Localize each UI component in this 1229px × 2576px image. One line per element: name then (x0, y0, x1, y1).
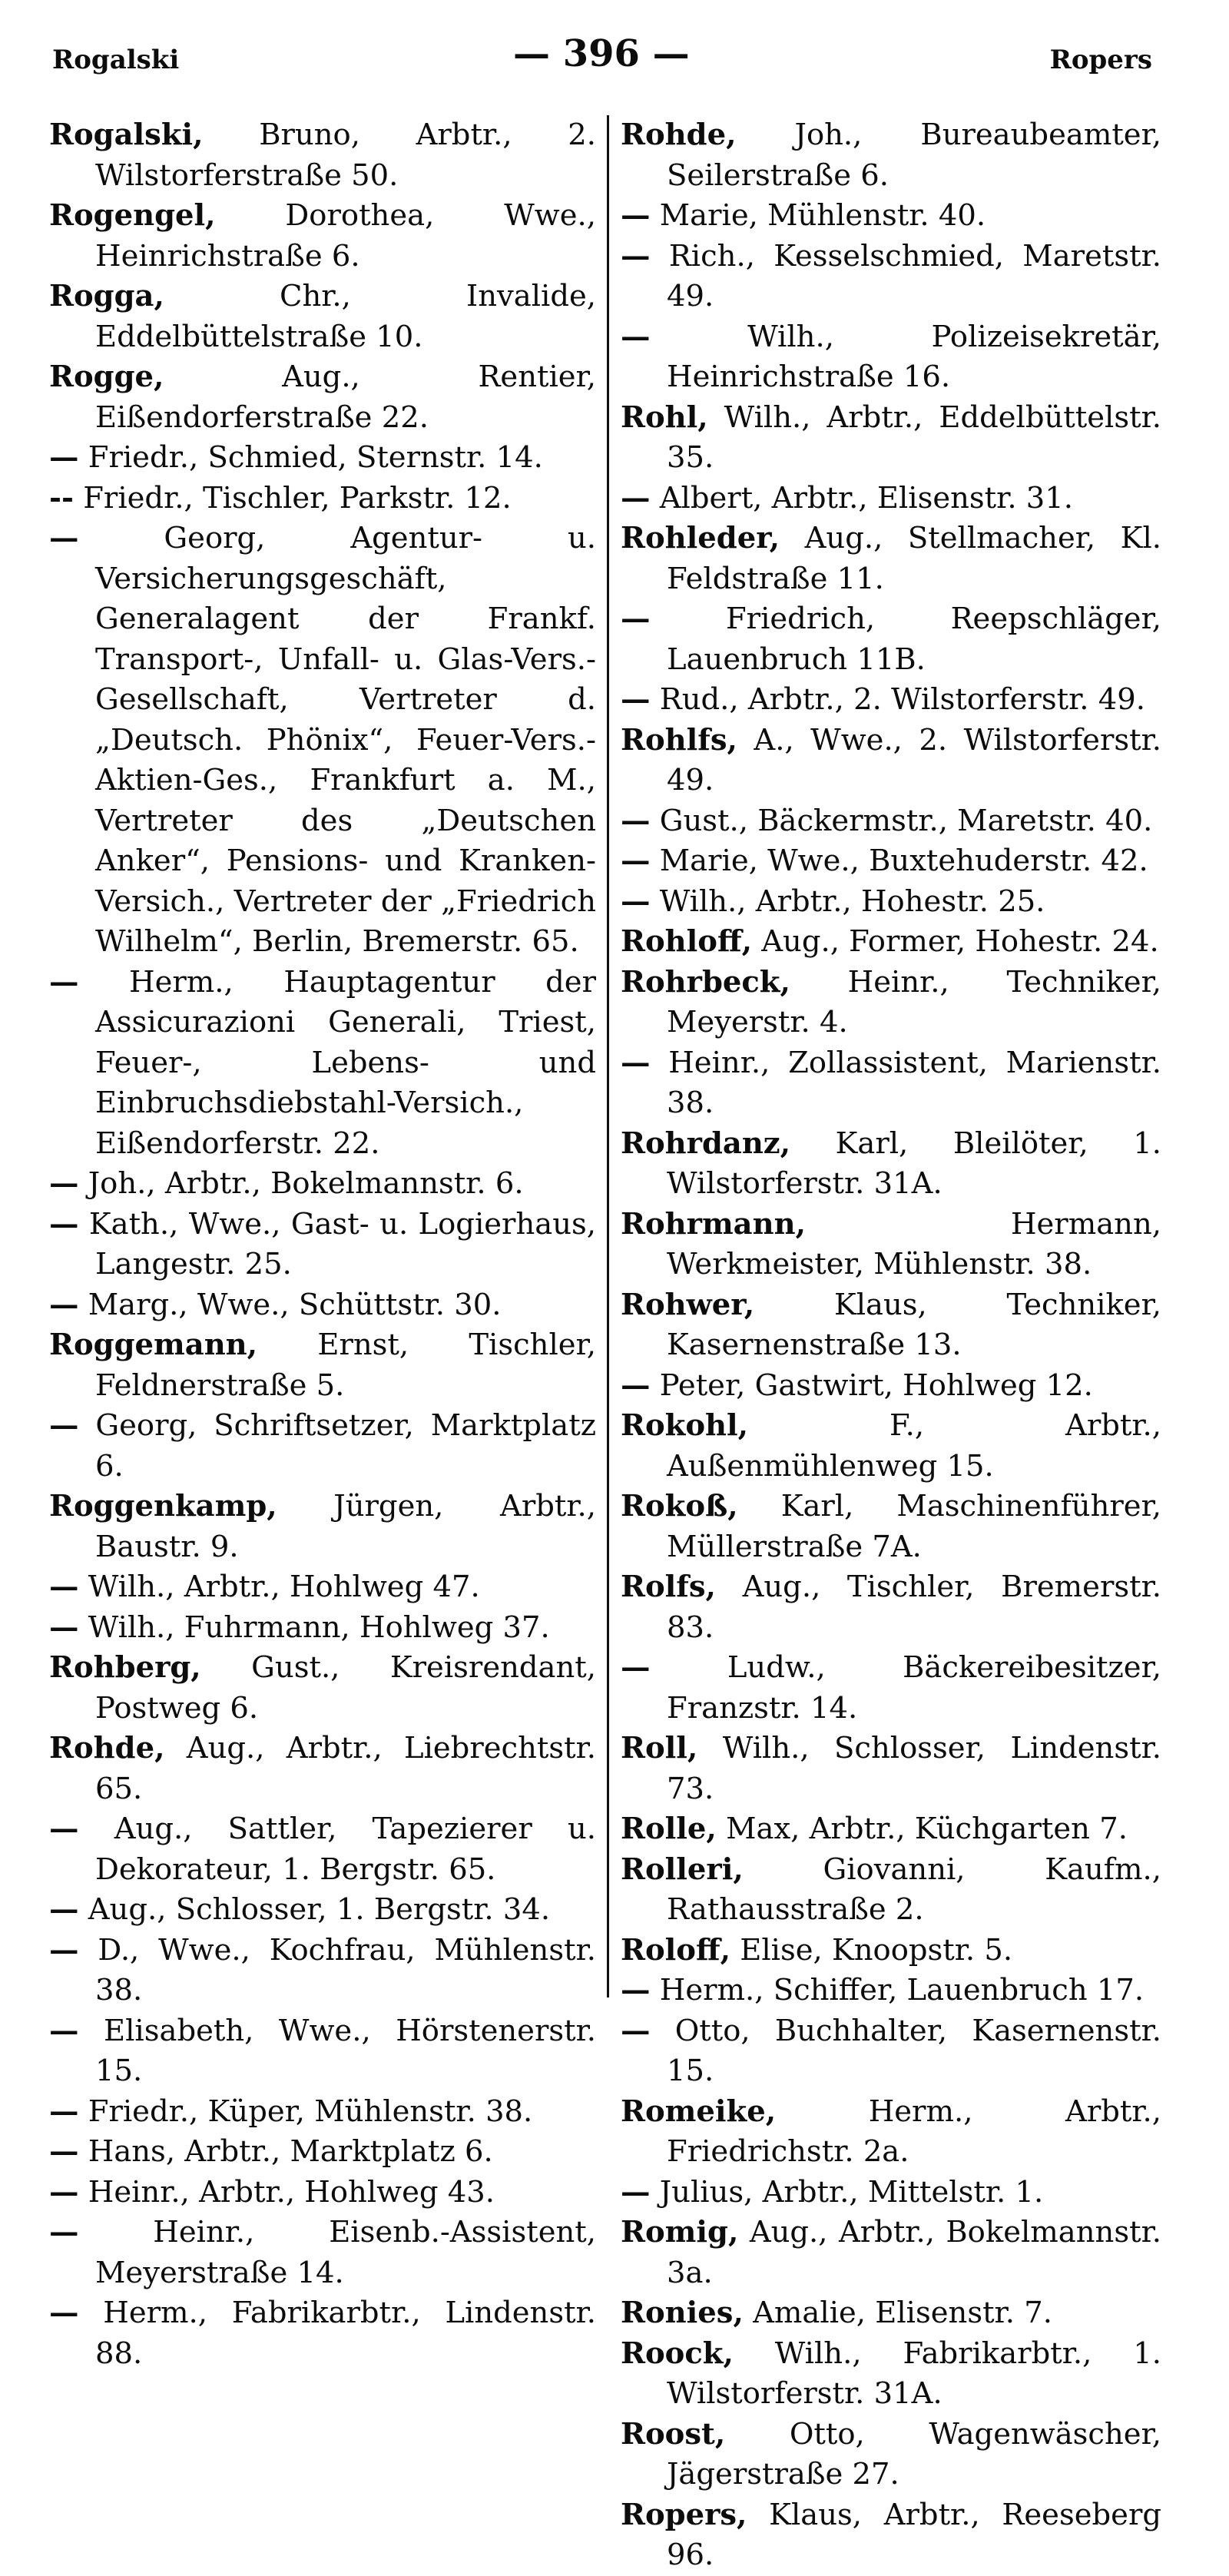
entry-details: Wilh., Arbtr., Hohlweg 47. (78, 1570, 480, 1604)
entry-surname: Rohde, (49, 1731, 165, 1765)
entry-details: Amalie, Elisenstr. 7. (743, 2296, 1052, 2330)
directory-entry (621, 398, 1161, 479)
directory-entry (621, 963, 1161, 1043)
directory-entry (621, 1648, 1161, 1729)
entry-details: Herm., Fabrikarbtr., Lindenstr. 88. (78, 2296, 596, 2371)
entry-surname: Roggenkamp, (49, 1489, 277, 1523)
entry-details: Aug., Sattler, Tapezierer u. Dekorateur, 1. Bergstr. 65. (78, 1812, 596, 1887)
entry-details: Albert, Arbtr., Elisenstr. 31. (650, 480, 1074, 516)
directory-entry (621, 519, 1161, 599)
directory-entry (49, 357, 596, 438)
entry-details: Aug., Arbtr., Liebrechtstr. 65. (95, 1731, 596, 1806)
entry-details: Wilh., Schlosser, Lindenstr. 73. (667, 1731, 1161, 1806)
entry-details: Joh., Arbtr., Bokelmannstr. 6. (78, 1166, 524, 1201)
entry-surname: Ropers, (621, 2497, 747, 2532)
entry-surname: — (49, 2094, 79, 2129)
directory-entry (621, 196, 1161, 237)
directory-entry (621, 1729, 1161, 1809)
entry-details: Karl, Maschinenführer, Müllerstraße 7A. (667, 1489, 1161, 1564)
entry-surname: Roloff, (621, 1932, 730, 1968)
directory-entry (621, 1205, 1161, 1285)
directory-entry (621, 922, 1161, 963)
right-column (621, 115, 1161, 2576)
entry-surname: — (49, 1408, 79, 1443)
entry-surname: — (621, 602, 651, 636)
directory-entry (621, 1043, 1161, 1124)
entry-details: Heinr., Techniker, Meyerstr. 4. (667, 964, 1161, 1039)
entry-surname: Roggemann, (49, 1328, 258, 1362)
entry-surname: — (49, 440, 79, 475)
entry-details: Gust., Bäckermstr., Maretstr. 40. (650, 803, 1153, 838)
directory-entry (49, 2092, 596, 2133)
entry-surname: Ronies, (621, 2296, 744, 2330)
entry-details: Wilh., Fabrikarbtr., 1. Wilstorferstr. 31A. (667, 2336, 1161, 2411)
directory-entry (49, 519, 596, 963)
entry-surname: Rogengel, (49, 198, 216, 233)
entry-surname: — (621, 844, 651, 878)
entry-details: Ernst, Tischler, Feldnerstraße 5. (95, 1328, 596, 1403)
entry-surname: — (49, 2174, 79, 2210)
entry-details: Klaus, Arbtr., Reeseberg 96. (667, 2497, 1161, 2572)
entry-surname: — (49, 1287, 79, 1322)
entry-details: Otto, Wagenwäscher, Jägerstraße 27. (667, 2416, 1161, 2491)
directory-entry (49, 1285, 596, 1326)
entry-details: Wilh., Polizeisekretär, Heinrichstraße 16. (650, 319, 1161, 394)
entry-surname: — (621, 803, 651, 838)
directory-entry (49, 1931, 596, 2011)
directory-entry (49, 115, 596, 196)
entry-surname: — (49, 1610, 79, 1645)
directory-entry (621, 721, 1161, 801)
entry-surname: — (49, 2215, 79, 2249)
directory-entry (621, 2495, 1161, 2576)
directory-entry (49, 1487, 596, 1567)
directory-entry (49, 1648, 596, 1729)
entry-details: Heinr., Arbtr., Hohlweg 43. (78, 2174, 495, 2210)
entry-details: Elise, Knoopstr. 5. (730, 1932, 1013, 1968)
entry-surname: — (49, 964, 79, 1000)
entry-surname: — (621, 1045, 651, 1080)
entry-details: Marie, Wwe., Buxtehuderstr. 42. (650, 844, 1148, 878)
directory-entry (49, 1809, 596, 1890)
directory-entry (621, 1124, 1161, 1205)
entry-details: Chr., Invalide, Eddelbüttelstraße 10. (95, 279, 596, 354)
entry-details: Herm., Hauptagentur der Assicurazioni Generali, Triest, Feuer-, Lebens- und Einbruchsdiebstahl-Versich., Eißendorferstr. 22. (78, 964, 596, 1161)
entry-surname: Rogga, (49, 279, 164, 313)
entry-details: Rud., Arbtr., 2. Wilstorferstr. 49. (650, 682, 1145, 717)
entry-surname: Rokoß, (621, 1489, 738, 1523)
directory-entry (49, 1205, 596, 1285)
directory-entry (621, 1285, 1161, 1366)
directory-entry (621, 237, 1161, 317)
header-last-name: Ropers (1049, 45, 1152, 75)
directory-entry (621, 882, 1161, 923)
directory-entry (49, 2213, 596, 2293)
entry-surname: — (621, 480, 651, 516)
directory-entry (621, 2213, 1161, 2293)
entry-surname: — (49, 1166, 79, 1201)
entry-details: Friedr., Schmied, Sternstr. 14. (78, 440, 543, 475)
entry-surname: — (621, 1650, 651, 1685)
directory-entry (49, 1729, 596, 1809)
directory-entry (621, 479, 1161, 519)
entry-surname: Rokohl, (621, 1408, 749, 1443)
directory-entry (49, 1164, 596, 1205)
entry-details: A., Wwe., 2. Wilstorferstr. 49. (667, 722, 1161, 797)
entry-details: Aug., Schlosser, 1. Bergstr. 34. (78, 1892, 551, 1927)
entry-surname: Rohrmann, (621, 1206, 807, 1242)
entry-surname: Rolfs, (621, 1570, 716, 1604)
entry-surname: Rogalski, (49, 118, 204, 152)
entry-surname: Rohrdanz, (621, 1126, 791, 1161)
directory-entry (49, 1406, 596, 1487)
entry-surname: — (621, 1973, 651, 2007)
directory-entry (49, 1890, 596, 1931)
entry-details: Kath., Wwe., Gast- u. Logierhaus, Langestr. 25. (78, 1206, 596, 1281)
entry-details: Georg, Agentur- u. Versicherungsgeschäft, Generalagent der Frankf. Transport-, Unfall- u. Glas-Vers.-Gesellschaft, Vertreter d. „Deutsch. Phönix“, Feuer-Vers.-Aktien-Ges., Frankfurt a. M., Vertreter des „Deutschen Anker“, Pensions- und Kranken-Versich., Vertreter der „Friedrich Wilhelm“, Berlin, Bremerstr. 65. (78, 521, 596, 959)
directory-entry (621, 1971, 1161, 2011)
directory-entry (621, 1809, 1161, 1850)
entry-details: Friedrich, Reepschläger, Lauenbruch 11B. (650, 602, 1161, 677)
directory-entry (621, 115, 1161, 196)
directory-entry (49, 2293, 596, 2374)
entry-surname: Rolle, (621, 1812, 717, 1846)
directory-entry (49, 963, 596, 1165)
page-header (52, 32, 1152, 86)
directory-entry (621, 801, 1161, 842)
entry-details: Heinr., Eisenb.-Assistent, Meyerstraße 14. (78, 2215, 596, 2290)
entry-surname: Roock, (621, 2336, 734, 2371)
directory-entry (621, 2293, 1161, 2334)
entry-details: Hans, Arbtr., Marktplatz 6. (78, 2134, 493, 2169)
entry-details: Elisabeth, Wwe., Hörstenerstr. 15. (78, 2013, 596, 2088)
directory-entry (49, 479, 596, 519)
entry-surname: — (49, 2296, 79, 2330)
directory-entry (621, 1406, 1161, 1487)
entry-details: Giovanni, Kaufm., Rathausstraße 2. (667, 1852, 1161, 1927)
entry-details: Karl, Bleilöter, 1. Wilstorferstr. 31A. (667, 1126, 1161, 1201)
directory-entry (621, 1487, 1161, 1567)
entry-surname: Rolleri, (621, 1852, 744, 1887)
entry-details: Dorothea, Wwe., Heinrichstraße 6. (95, 198, 596, 274)
entry-surname: — (49, 521, 79, 555)
directory-entry (49, 1567, 596, 1608)
entry-surname: Rohloff, (621, 924, 752, 959)
entry-details: Rich., Kesselschmied, Maretstr. 49. (650, 238, 1161, 313)
entry-surname: — (49, 2134, 79, 2169)
entry-surname: — (49, 1892, 79, 1927)
entry-surname: Rohde, (621, 118, 737, 152)
entry-details: Bruno, Arbtr., 2. Wilstorferstraße 50. (95, 118, 596, 193)
entry-details: Hermann, Werkmeister, Mühlenstr. 38. (667, 1206, 1161, 1281)
entry-surname: Romig, (621, 2215, 739, 2249)
entry-details: Wilh., Arbtr., Hohestr. 25. (650, 884, 1045, 919)
entry-details: Herm., Arbtr., Friedrichstr. 2a. (667, 2094, 1161, 2169)
entry-details: Aug., Former, Hohestr. 24. (751, 924, 1159, 959)
entry-surname: Romeike, (621, 2094, 777, 2129)
entry-surname: — (49, 2013, 79, 2048)
directory-entry (621, 2415, 1161, 2495)
directory-entry (49, 196, 596, 277)
page-number: — 396 — (513, 32, 690, 75)
entry-details: Georg, Schriftsetzer, Marktplatz 6. (78, 1408, 596, 1484)
entry-surname: — (49, 1812, 79, 1846)
entry-surname: -- (49, 480, 74, 516)
header-first-name: Rogalski (52, 45, 180, 75)
entry-surname: — (621, 682, 651, 717)
directory-entry (49, 438, 596, 479)
entry-details: Joh., Bureaubeamter, Seilerstraße 6. (667, 118, 1161, 193)
entry-surname: Rohwer, (621, 1287, 755, 1322)
entry-surname: — (621, 1368, 651, 1403)
entry-surname: — (621, 238, 651, 274)
entry-details: Max, Arbtr., Küchgarten 7. (716, 1812, 1128, 1846)
directory-entry (621, 317, 1161, 398)
directory-entry (621, 2173, 1161, 2213)
directory-entry (621, 1850, 1161, 1931)
directory-entry (621, 1931, 1161, 1971)
directory-entry (49, 1608, 596, 1649)
directory-entry (621, 2011, 1161, 2092)
directory-entry (621, 1567, 1161, 1648)
entry-details: Aug., Rentier, Eißendorferstraße 22. (95, 360, 596, 435)
directory-entry (621, 1366, 1161, 1407)
entry-details: Heinr., Zollassistent, Marienstr. 38. (650, 1045, 1161, 1120)
entry-surname: Rogge, (49, 360, 164, 394)
column-divider (607, 115, 609, 1997)
entry-surname: — (621, 198, 651, 233)
entry-details: Jürgen, Arbtr., Baustr. 9. (95, 1489, 596, 1564)
entry-details: Ludw., Bäckereibesitzer, Franzstr. 14. (650, 1650, 1161, 1726)
directory-entry (49, 277, 596, 357)
entry-surname: Rohlfs, (621, 722, 737, 758)
directory-entry (621, 841, 1161, 882)
entry-surname: Rohl, (621, 399, 708, 435)
entry-surname: — (621, 2013, 651, 2048)
entry-surname: — (621, 884, 651, 919)
entry-surname: Rohleder, (621, 521, 780, 555)
entry-details: Wilh., Arbtr., Eddelbüttelstr. 35. (667, 399, 1161, 475)
entry-details: Marg., Wwe., Schüttstr. 30. (78, 1287, 502, 1322)
entry-details: Wilh., Fuhrmann, Hohlweg 37. (78, 1610, 550, 1645)
entry-details: Peter, Gastwirt, Hohlweg 12. (650, 1368, 1093, 1403)
entry-surname: — (621, 319, 651, 354)
entry-surname: — (621, 2174, 651, 2210)
entry-details: Klaus, Techniker, Kasernenstraße 13. (667, 1287, 1161, 1362)
directory-entry (49, 1325, 596, 1406)
left-column (49, 115, 596, 2374)
entry-details: Aug., Arbtr., Bokelmannstr. 3a. (667, 2215, 1161, 2290)
entry-details: Aug., Stellmacher, Kl. Feldstraße 11. (667, 521, 1161, 596)
directory-entry (49, 2011, 596, 2092)
entry-details: Marie, Mühlenstr. 40. (650, 198, 986, 233)
directory-entry (49, 2132, 596, 2173)
entry-surname: Rohberg, (49, 1650, 201, 1685)
entry-surname: Roost, (621, 2416, 726, 2452)
entry-details: D., Wwe., Kochfrau, Mühlenstr. 38. (78, 1932, 596, 2007)
entry-details: Friedr., Küper, Mühlenstr. 38. (78, 2094, 533, 2129)
directory-entry (621, 599, 1161, 680)
entry-details: Herm., Schiffer, Lauenbruch 17. (650, 1973, 1145, 2007)
directory-entry (621, 2092, 1161, 2173)
directory-entry (621, 2334, 1161, 2415)
directory-entry (621, 680, 1161, 721)
entry-surname: Rohrbeck, (621, 964, 790, 1000)
entry-details: Julius, Arbtr., Mittelstr. 1. (650, 2174, 1044, 2210)
entry-details: Friedr., Tischler, Parkstr. 12. (73, 480, 512, 516)
entry-details: Otto, Buchhalter, Kasernenstr. 15. (650, 2013, 1161, 2088)
entry-details: Aug., Tischler, Bremerstr. 83. (667, 1570, 1161, 1645)
entry-surname: — (49, 1570, 79, 1604)
entry-surname: — (49, 1206, 79, 1242)
entry-details: Gust., Kreisrendant, Postweg 6. (95, 1650, 596, 1726)
entry-details: F., Arbtr., Außenmühlenweg 15. (667, 1408, 1161, 1484)
directory-entry (49, 2173, 596, 2213)
entry-surname: Roll, (621, 1731, 698, 1765)
entry-surname: — (49, 1932, 79, 1968)
